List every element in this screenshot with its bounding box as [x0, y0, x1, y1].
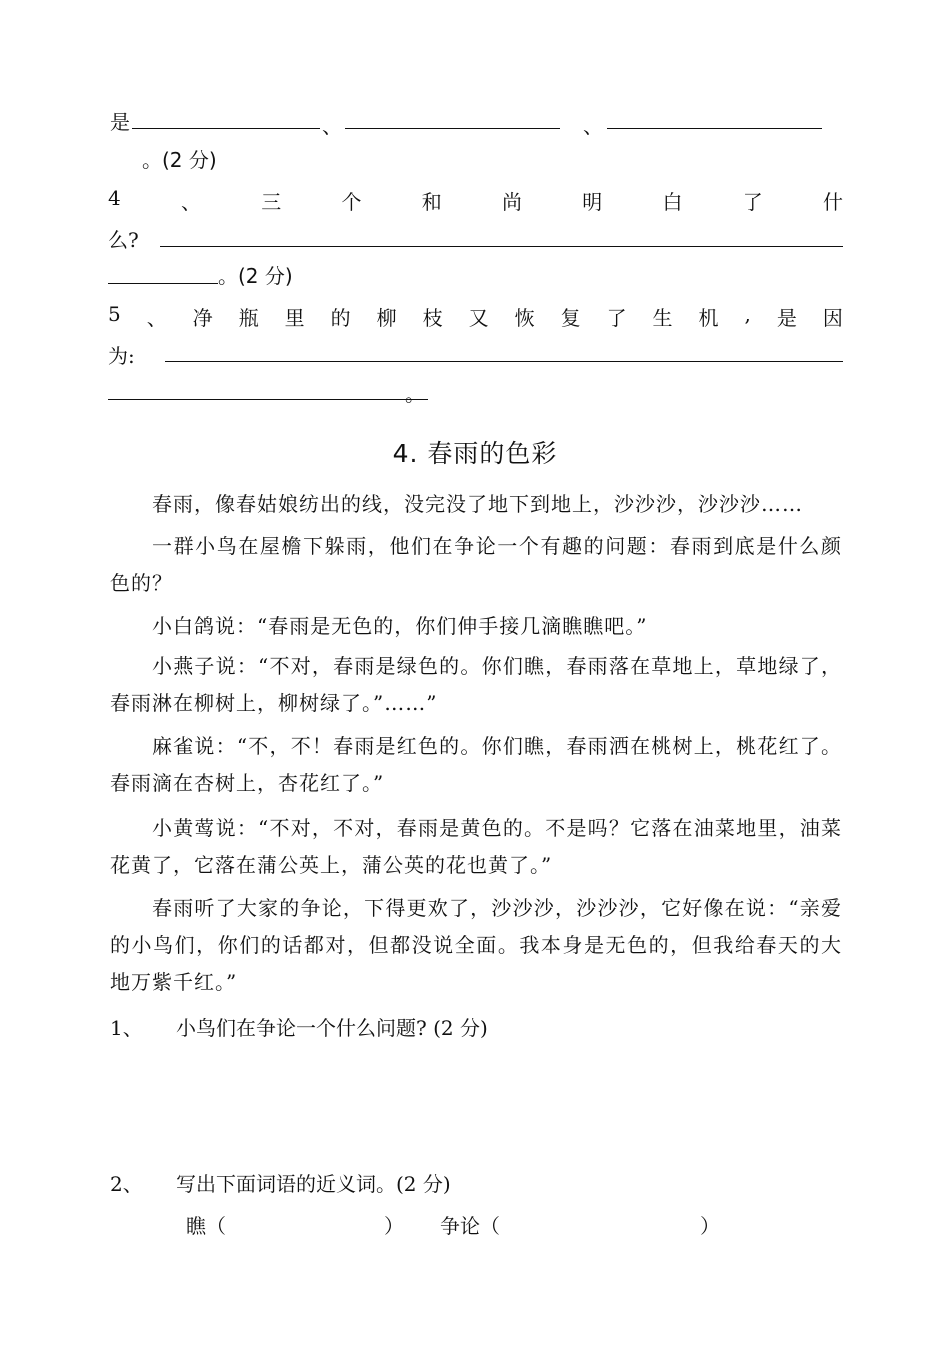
q5-char: 又	[468, 306, 489, 330]
word1-label: 瞧（	[186, 1214, 226, 1238]
q5-char: 是	[776, 306, 797, 330]
q5-char: 柳	[376, 306, 397, 330]
q5-end: 。	[405, 382, 425, 406]
q4-char: 和	[421, 190, 442, 214]
q5-answer-blank[interactable]	[165, 361, 843, 362]
q5-char: 了	[606, 306, 627, 330]
passage-title: 4. 春雨的色彩	[392, 439, 558, 468]
q4-answer-blank-cont[interactable]	[108, 283, 218, 284]
q2-number: 2、	[110, 1172, 143, 1196]
q5-char: 复	[560, 306, 581, 330]
passage-paragraph-2: 一群小鸟在屋檐下躲雨，他们在争论一个有趣的问题：春雨到底是什么颜色的？	[110, 534, 842, 595]
q5-char: 、	[146, 306, 167, 330]
q4-char: 、	[180, 190, 201, 214]
passage-paragraph-7: 春雨听了大家的争论，下得更欢了，沙沙沙，沙沙沙，它好像在说：“亲爱的小鸟们，你们的话都对，但都没说全面。我本身是无色的，但我给春天的大地万紫千红。”	[110, 896, 842, 994]
q5-char: 的	[330, 306, 351, 330]
q5-char: 瓶	[238, 306, 259, 330]
q3-separator-1: 、	[322, 114, 342, 138]
q4-char: 什	[822, 190, 843, 214]
q5-char: 恢	[514, 306, 535, 330]
q5-char: ,	[744, 302, 751, 326]
passage-paragraph-4: 小燕子说：“不对，春雨是绿色的。你们瞧，春雨落在草地上，草地绿了，春雨淋在柳树上，柳树绿了。”……”	[110, 654, 842, 715]
q3-answer-blank-1[interactable]	[132, 128, 320, 129]
q4-answer-blank[interactable]	[160, 246, 843, 247]
q3-separator-2: 、	[583, 114, 603, 138]
q3-answer-blank-2[interactable]	[345, 128, 560, 129]
q5-char: 机	[698, 306, 719, 330]
q4-char: 了	[742, 190, 763, 214]
word1-close-paren: ）	[384, 1214, 404, 1238]
q4-question-line	[108, 186, 843, 215]
q5-question-line	[108, 302, 843, 331]
q2-text: 写出下面词语的近义词。(2 分)	[176, 1172, 451, 1196]
q1-number: 1、	[110, 1016, 143, 1040]
q1-text: 小鸟们在争论一个什么问题? (2 分)	[176, 1016, 488, 1040]
q3-end: 。(2 分)	[142, 148, 217, 172]
q4-char: 尚	[501, 190, 522, 214]
q5-char: 因	[822, 306, 843, 330]
passage-paragraph-6: 小黄莺说：“不对，不对，春雨是黄色的。不是吗？它落在油菜地里，油菜花黄了，它落在蒲公英上，蒲公英的花也黄了。”	[110, 816, 842, 877]
passage-paragraph-1: 春雨，像春姑娘纺出的线，没完没了地下到地上，沙沙沙，沙沙沙……	[152, 492, 803, 516]
q5-char: 生	[652, 306, 673, 330]
passage-paragraph-5: 麻雀说：“不，不！春雨是红色的。你们瞧，春雨洒在桃树上，桃花红了。春雨滴在杏树上，杏花红了。”	[110, 734, 842, 795]
q5-line2-start: 为:	[108, 344, 135, 368]
q5-char: 净	[192, 306, 213, 330]
q5-char: 里	[284, 306, 305, 330]
passage-paragraph-3: 小白鸽说：“春雨是无色的，你们伸手接几滴瞧瞧吧。”	[152, 614, 648, 638]
q5-char: 枝	[422, 306, 443, 330]
q3-answer-blank-3[interactable]	[607, 128, 822, 129]
q4-char: 白	[662, 190, 683, 214]
q4-char: 三	[261, 190, 282, 214]
word2-label: 争论（	[440, 1214, 500, 1238]
q3-prefix: 是	[110, 110, 130, 134]
q4-end: 。(2 分)	[218, 264, 293, 288]
word2-close-paren: ）	[700, 1214, 720, 1238]
q4-char: 4	[108, 186, 121, 210]
q5-answer-blank-cont[interactable]	[108, 399, 428, 400]
q4-char: 明	[582, 190, 603, 214]
q5-char: 5	[108, 302, 121, 326]
q4-char: 个	[341, 190, 362, 214]
q4-line2-start: 么?	[108, 228, 139, 252]
